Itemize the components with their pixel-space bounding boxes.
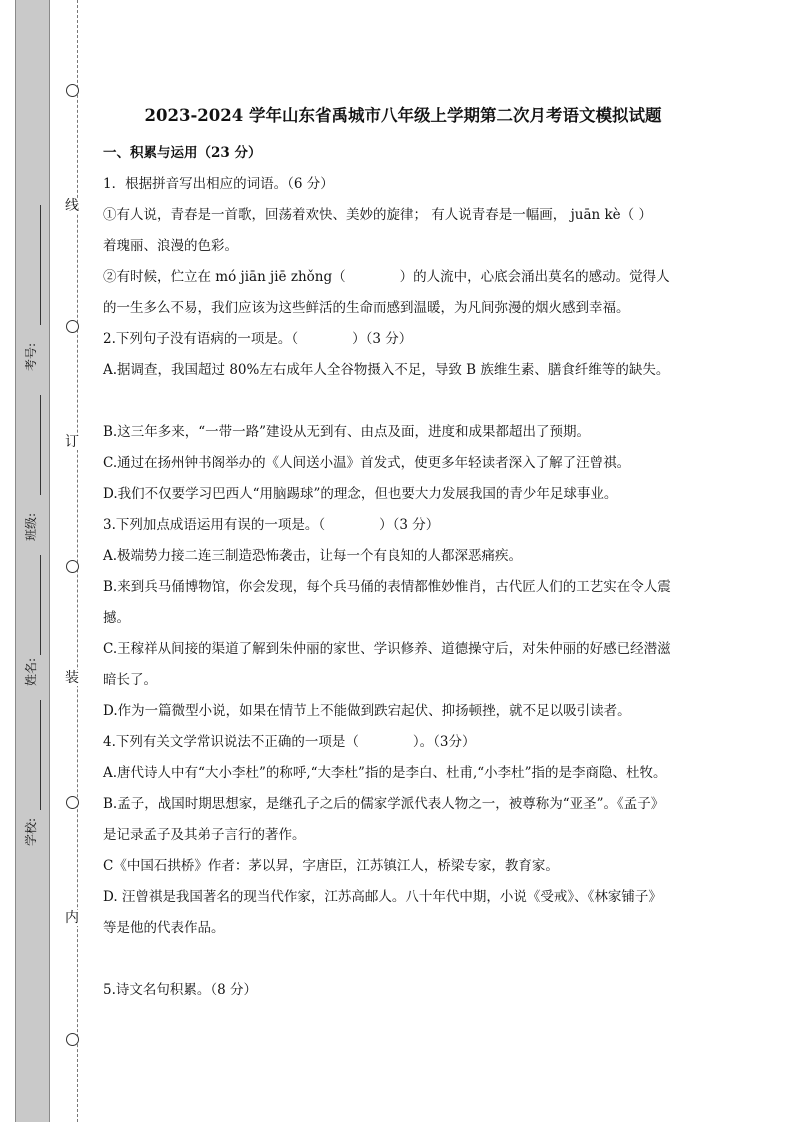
question-5-stem: 5.诗文名句积累。（8 分）: [103, 982, 258, 998]
question-1-item-1-cont: 着瑰丽、浪漫的色彩。: [103, 238, 238, 254]
question-3-option-a: A.极端势力接二连三制造恐怖袭击，让每一个有良知的人都深恶痛疾。: [103, 548, 523, 564]
question-3-option-b: B.来到兵马俑博物馆，你会发现，每个兵马俑的表情都惟妙惟肖，古代匠人们的工艺实在令人震: [103, 579, 671, 595]
binding-hole-icon: [66, 560, 79, 573]
spacer: [103, 944, 703, 975]
question-3-option-d: D.作为一篇微型小说，如果在情节上不能做到跌宕起伏、抑扬顿挫，就不足以吸引读者。: [103, 703, 631, 719]
question-3-option-c-cont: 暗长了。: [103, 672, 157, 688]
binding-char-xian: 线: [65, 198, 79, 214]
question-1-item-1: ①有人说，青春是一首歌，回荡着欢快、美妙的旋律； 有人说青春是一幅画， juān kè（ ）: [103, 207, 652, 223]
question-3-option-c: C.王稼祥从间接的渠道了解到朱仲丽的家世、学识修养、道德操守后，对朱仲丽的好感已经潜滋: [103, 641, 671, 657]
question-4-option-a: A.唐代诗人中有“大小李杜”的称呼,“大李杜”指的是李白、杜甫,“小李杜”指的是李商隐、杜牧。: [103, 765, 667, 781]
question-3-stem: 3.下列加点成语运用有误的一项是。（ ）（3 分）: [103, 517, 440, 533]
question-1-item-2: ②有时候，伫立在 mó jiān jiē zhǒng（ ）的人流中，心底会涌出莫名的感动。觉得人: [103, 269, 670, 285]
question-4-option-c: C《中国石拱桥》作者：茅以昇，字唐臣，江苏镇江人，桥梁专家，教育家。: [103, 858, 559, 874]
name-label: 姓名:: [24, 657, 39, 687]
exam-document: [103, 104, 703, 1006]
binding-char-zhuang: 装: [65, 670, 79, 686]
question-2-option-c: C.通过在扬州钟书阁举办的《人间送小温》首发式，使更多年轻读者深入了解了汪曾祺。: [103, 455, 631, 471]
binding-hole-icon: [66, 1033, 79, 1046]
section-heading: 一、积累与运用（23 分）: [103, 145, 262, 161]
question-4-option-b: B.孟子，战国时期思想家，是继孔子之后的儒家学派代表人物之一，被尊称为“亚圣”。《孟子》: [103, 796, 665, 812]
binding-hole-icon: [66, 796, 79, 809]
question-2-option-b: B.这三年多来，“一带一路”建设从无到有、由点及面，进度和成果都超出了预期。: [103, 424, 591, 440]
gutter-underline: [40, 205, 41, 325]
school-field[interactable]: [25, 680, 39, 980]
binding-char-ding: 订: [65, 434, 79, 450]
question-4-option-d-cont: 等是他的代表作品。: [103, 920, 225, 936]
question-3-option-b-cont: 撼。: [103, 610, 130, 626]
exam-number-label: 考号:: [24, 342, 39, 372]
exam-title: 2023-2024 学年山东省禹城市八年级上学期第二次月考语文模拟试题: [144, 106, 662, 125]
gutter-underline: [40, 555, 41, 655]
question-2-option-a: A.据调查，我国超过 80%左右成年人全谷物摄入不足，导致 B 族维生素、膳食纤维等的缺失。: [103, 362, 670, 378]
binding-char-nei: 内: [65, 910, 79, 926]
question-1-item-2-cont: 的一生多么不易，我们应该为这些鲜活的生命而感到温暖，为凡间弥漫的烟火感到幸福。: [103, 300, 630, 316]
question-4-stem: 4.下列有关文学常识说法不正确的一项是（ ）。（3分）: [103, 734, 476, 750]
gutter-underline: [40, 395, 41, 495]
class-label: 班级:: [24, 512, 39, 542]
question-2-option-d: D.我们不仅要学习巴西人“用脑踢球”的理念，但也要大力发展我国的青少年足球事业。: [103, 486, 618, 502]
binding-hole-icon: [66, 320, 79, 333]
question-4-option-b-cont: 是记录孟子及其弟子言行的著作。: [103, 827, 306, 843]
question-4-option-d: D. 汪曾祺是我国著名的现当代作家，江苏高邮人。八十年代中期，小说《受戒》、《林家铺子》: [103, 889, 662, 905]
gutter-underline: [40, 700, 41, 810]
question-2-stem: 2.下列句子没有语病的一项是。（ ）（3 分）: [103, 331, 413, 347]
school-label: 学校:: [24, 817, 39, 847]
spacer: [103, 386, 703, 417]
binding-hole-icon: [66, 84, 79, 97]
question-1-stem: 1．根据拼音写出相应的词语。（6 分）: [103, 176, 334, 192]
